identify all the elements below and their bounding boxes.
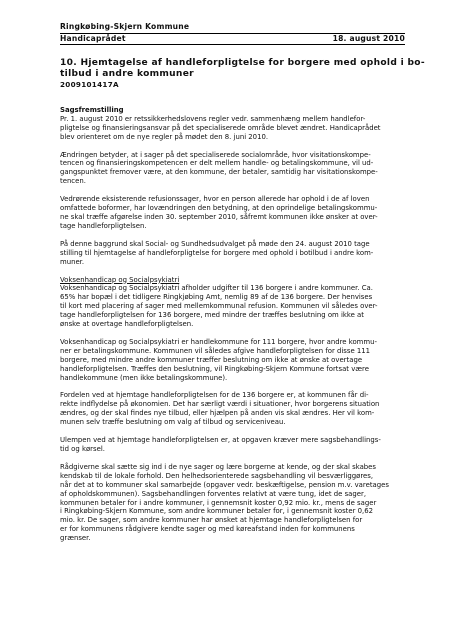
text-line: handleforpligtelsen. Træffes den beslutning, vil Ringkøbing-Skjern Kommune fortsat være — [60, 364, 369, 373]
text-line: tage handleforpligtelsen. — [60, 221, 147, 230]
text-line: borgere, med mindre andre kommuner træffer beslutning om ikke at ønske at overtage — [60, 355, 363, 364]
text-line: Ændringen betyder, at i sager på det specialiserede socialområde, hvor visitationskompe- — [60, 150, 371, 159]
text-line: grænser. — [60, 534, 91, 543]
paragraph — [60, 284, 405, 329]
meeting-date: 18. august 2010 — [332, 33, 405, 43]
text-line: På denne baggrund skal Social- og Sundhedsudvalget på møde den 24. august 2010 tage — [60, 239, 370, 248]
text-line: kommunen betaler for i andre kommuner, i gennemsnit koster 0,92 mio. kr., mens de sager — [60, 498, 377, 507]
text-line: 65% har bopæl i det tidligere Ringkjøbing Amt, nemlig 89 af de 136 borgere. Der henvises — [60, 293, 373, 302]
text-line: er for kommunens rådgivere kendte sager og med køreafstand inden for kommunens — [60, 525, 355, 534]
text-line: handlekommune (men ikke betalingskommune). — [60, 373, 228, 382]
text-line: tencen og finansieringskompetencen er delt mellem handle- og betalingskommune, vil ud- — [60, 159, 374, 168]
paragraph — [60, 151, 405, 187]
organization-name: Ringkøbing-Skjern Kommune — [60, 22, 190, 31]
text-line: gangspunktet fremover være, at den kommune, der betaler, samtidig har visitationskompe- — [60, 168, 378, 177]
text-line: kendskab til de lokale forhold. Den helhedsorienterede sagsbehandling vil besværliggøres, — [60, 471, 374, 480]
agenda-item-title — [60, 58, 425, 80]
text-line: tage handleforpligtelsen for 136 borgere, med mindre der træffes beslutning om ikke at — [60, 311, 364, 320]
case-number: 2009101417A — [60, 80, 119, 89]
text-line: stilling til hjemtagelse af handleforpligtelse for borgere med ophold i botilbud i andre kom- — [60, 248, 374, 257]
text-line: når det at to kommuner skal samarbejde (opgaver vedr. beskæftigelse, pension m.v. varetages — [60, 480, 389, 489]
text-line: Voksenhandicap og Socialpsykiatri afholder udgifter til 136 borgere i andre kommuner. Ca. — [60, 284, 373, 293]
text-line: Pr. 1. august 2010 er retssikkerhedslovens regler vedr. sammenhæng mellem handlefor- — [60, 114, 366, 123]
text-line: omfattede boformer, har lovændringen den betydning, at den oprindelige betalingskommu- — [60, 204, 378, 213]
title-line: tilbud i andre kommuner — [60, 69, 194, 79]
text-line: ønske at overtage handleforpligtelsen. — [60, 320, 194, 329]
text-line: af opholdskommunen). Sagsbehandlingen forventes relativt at være tung, idet de sager, — [60, 489, 367, 498]
page-header — [60, 22, 405, 45]
text-line: muner. — [60, 257, 85, 266]
text-line: rekte indflydelse på økonomien. Det har særligt værdi i situationer, hvor borgerens situation — [60, 400, 380, 409]
text-line: ne skal træffe afgørelse inden 30. september 2010, såfremt kommunen ikke ønsker at over- — [60, 212, 378, 221]
text-line: mio. kr. De sager, som andre kommuner har ønsket at hjemtage handleforpligtelsen for — [60, 516, 363, 525]
paragraph — [60, 391, 405, 427]
text-line: blev orienteret om de nye regler på mødet den 8. juni 2010. — [60, 132, 269, 141]
text-line: pligtelse og finansieringsansvar på det specialiserede område blevet ændret. Handicaprådet — [60, 123, 381, 132]
paragraph — [60, 240, 405, 267]
text-line: Ulempen ved at hjemtage handleforpligtelsen er, at opgaven kræver mere sagsbehandlings- — [60, 436, 381, 445]
text-line: ændres, og der skal findes nye tilbud, eller hjælpen på anden vis skal ændres. Her vil kom- — [60, 409, 375, 418]
text-line: Rådgiverne skal sætte sig ind i de nye sager og lære borgerne at kende, og der skal skabes — [60, 462, 377, 471]
text-line: tencen. — [60, 177, 86, 186]
paragraph — [60, 338, 405, 383]
text-line: Vedrørende eksisterende refusionssager, hvor en person allerede har ophold i de af loven — [60, 195, 370, 204]
paragraph — [60, 195, 405, 231]
text-line: Fordelen ved at hjemtage handleforpligtelsen for de 136 borgere er, at kommunen får di- — [60, 391, 369, 400]
text-line: munen selv træffe beslutning om valg af tilbud og serviceniveau. — [60, 418, 286, 427]
text-line: til kort med placering af sager med mellemkommunal refusion. Kommunen vil således over- — [60, 302, 378, 311]
document-body — [60, 58, 425, 552]
text-line: ner er betalingskommune. Kommunen vil således afgive handleforpligtelsen for disse 111 — [60, 346, 371, 355]
paragraph — [60, 436, 405, 454]
title-line: 10. Hjemtagelse af handleforpligtelse for borgere med ophold i bo- — [60, 58, 425, 68]
text-line: tid og kørsel. — [60, 445, 105, 453]
committee-name: Handicaprådet — [60, 33, 126, 43]
text-line: Voksenhandicap og Socialpsykiatri er handlekommune for 111 borgere, hvor andre kommu- — [60, 337, 377, 346]
subsection-heading: Voksenhandicap og Socialpsykiatri — [60, 275, 180, 284]
paragraph — [60, 115, 405, 142]
header-rule-bottom — [60, 44, 405, 45]
paragraph — [60, 463, 405, 543]
section-heading: Sagsfremstilling — [60, 105, 124, 114]
text-line: i Ringkøbing-Skjern Kommune, som andre kommuner betaler for, i gennemsnit koster 0,62 — [60, 507, 373, 516]
